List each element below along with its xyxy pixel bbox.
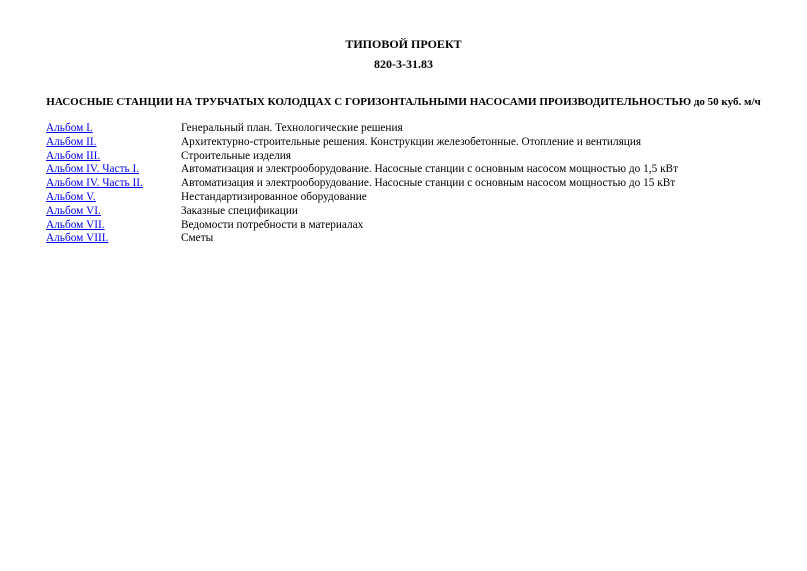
document-title: ТИПОВОЙ ПРОЕКТ <box>345 37 462 51</box>
album-description-1: Генеральный план. Технологические решения <box>181 122 403 134</box>
album-row-3 <box>46 150 786 164</box>
album-row-4 <box>46 163 786 177</box>
album-description-3: Строительные изделия <box>181 149 291 162</box>
album-link-2[interactable]: Альбом II. <box>46 135 97 148</box>
album-link-1[interactable]: Альбом I. <box>46 122 93 134</box>
album-description-8: Ведомости потребности в материалах <box>181 218 364 231</box>
album-list <box>46 122 786 246</box>
album-description-5: Автоматизация и электрооборудование. Насосные станции с основным насосом мощностью до 15 кВт <box>181 177 676 190</box>
album-row-9 <box>46 232 786 246</box>
album-row-1 <box>46 122 786 136</box>
album-row-2 <box>46 136 786 150</box>
document-heading: НАСОСНЫЕ СТАНЦИИ НА ТРУБЧАТЫХ КОЛОДЦАХ С ГОРИЗОНТАЛЬНЫМИ НАСОСАМИ ПРОИЗВОДИТЕЛЬНОСТЬЮ до 50 куб. м/ч <box>46 96 761 108</box>
album-description-7: Заказные спецификации <box>181 204 298 217</box>
album-link-7[interactable]: Альбом VI. <box>46 204 101 217</box>
album-link-5[interactable]: Альбом IV. Часть II. <box>46 177 143 190</box>
document-code: 820-3-31.83 <box>374 57 433 71</box>
album-link-9[interactable]: Альбом VIII. <box>46 232 109 245</box>
album-row-8 <box>46 219 786 233</box>
album-description-9: Сметы <box>181 232 214 245</box>
album-link-3[interactable]: Альбом III. <box>46 149 101 162</box>
album-description-4: Автоматизация и электрооборудование. Насосные станции с основным насосом мощностью до 1,5 кВт <box>181 163 679 176</box>
album-description-2: Архитектурно-строительные решения. Конструкции железобетонные. Отопление и вентиляция <box>181 135 642 148</box>
album-description-6: Нестандартизированное оборудование <box>181 190 367 203</box>
album-link-4[interactable]: Альбом IV. Часть I. <box>46 163 140 176</box>
album-row-6 <box>46 191 786 205</box>
album-link-6[interactable]: Альбом V. <box>46 190 96 203</box>
album-link-8[interactable]: Альбом VII. <box>46 218 105 231</box>
album-row-7 <box>46 205 786 219</box>
album-row-5 <box>46 177 786 191</box>
